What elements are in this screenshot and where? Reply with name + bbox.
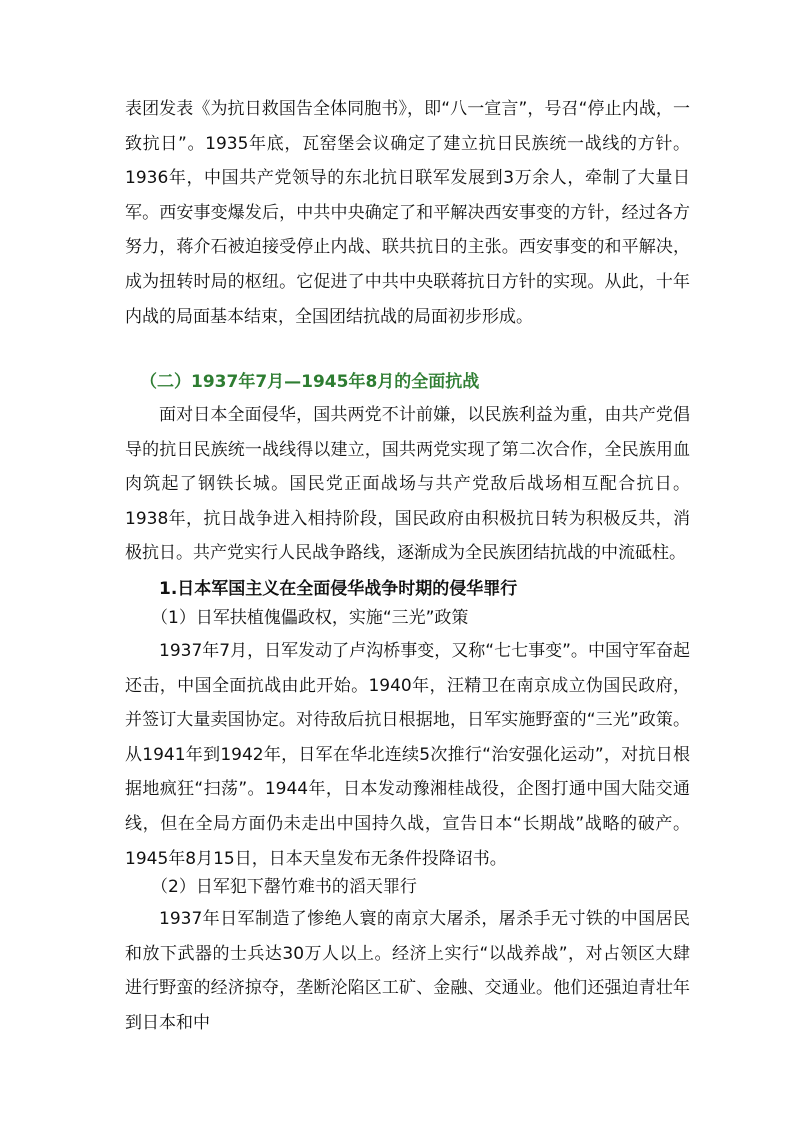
section-heading: （二）1937年7月—1945年8月的全面抗战	[140, 372, 480, 392]
body-paragraph: 1937年7月，日军发动了卢沟桥事变，又称“七七事变”。中国守军奋起还击，中国全面抗战由此开始。1940年，汪精卫在南京成立伪国民政府，并签订大量卖国协定。对待敌后抗日根据地，日军实施野蛮的“三光”政策。从1941年到1942年，日军在华北连续5次推行“治安强化运动”，对抗日根据地疯狂“扫荡”。1944年，日本发动豫湘桂战役，企图打通中国大陆交通线，但在全局方面仍未走出中国持久战，宣告日本“长期战”战略的破产。1945年8月15日，日本天皇发布无条件投降诏书。	[125, 641, 690, 869]
minor-heading: （1）日军扶植傀儡政权，实施“三光”政策	[151, 608, 469, 628]
minor-heading: （2）日军犯下罄竹难书的滔天罪行	[151, 877, 417, 897]
subheading: 1.日本军国主义在全面侵华战争时期的侵华罪行	[159, 579, 518, 599]
body-paragraph: 1937年日军制造了惨绝人寰的南京大屠杀，屠杀手无寸铁的中国居民和放下武器的士兵达30万人以上。经济上实行“以战养战”，对占领区大肆进行野蛮的经济掠夺，垄断沦陷区工矿、金融、交通业。他们还强迫青壮年到日本和中	[125, 909, 690, 1033]
body-paragraph: 面对日本全面侵华，国共两党不计前嫌，以民族利益为重，由共产党倡导的抗日民族统一战线得以建立，国共两党实现了第二次合作，全民族用血肉筑起了钢铁长城。国民党正面战场与共产党敌后战场相互配合抗日。1938年，抗日战争进入相持阶段，国民政府由积极抗日转为积极反共，消极抗日。共产党实行人民战争路线，逐渐成为全民族团结抗战的中流砥柱。	[125, 405, 690, 564]
body-paragraph: 表团发表《为抗日救国告全体同胞书》，即“八一宣言”，号召“停止内战，一致抗日”。1935年底，瓦窑堡会议确定了建立抗日民族统一战线的方针。1936年，中国共产党领导的东北抗日联军发展到3万余人，牵制了大量日军。西安事变爆发后，中共中央确定了和平解决西安事变的方针，经过各方努力，蒋介石被迫接受停止内战、联共抗日的主张。西安事变的和平解决，成为扭转时局的枢纽。它促进了中共中央联蒋抗日方针的实现。从此，十年内战的局面基本结束，全国团结抗战的局面初步形成。	[125, 99, 690, 327]
